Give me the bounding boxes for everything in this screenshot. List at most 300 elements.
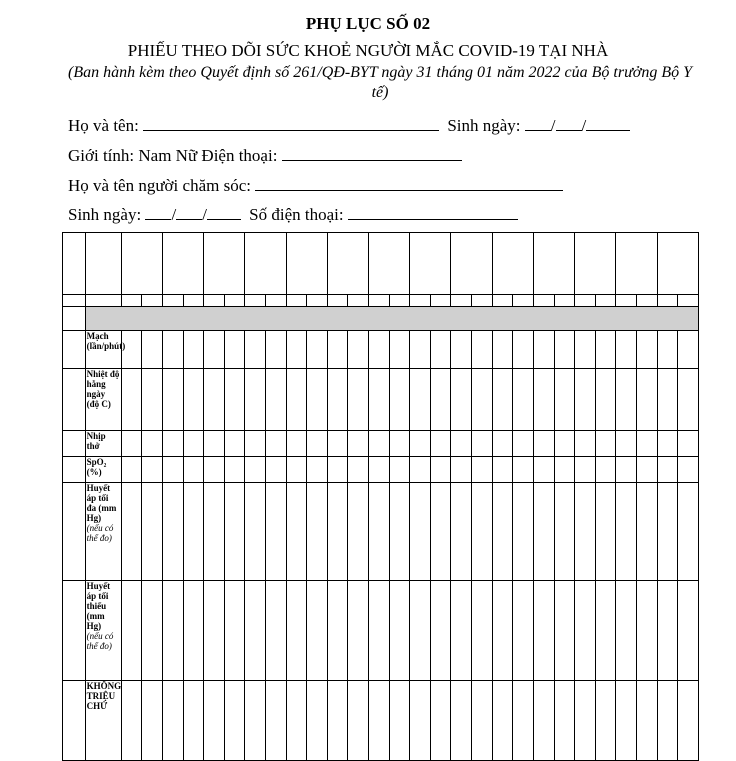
entry-cell[interactable] (224, 681, 245, 761)
table-row (63, 681, 699, 761)
entry-cell[interactable] (430, 431, 451, 457)
entry-cell[interactable] (492, 581, 513, 681)
entry-cell[interactable] (142, 431, 163, 457)
name-field[interactable] (143, 116, 439, 131)
entry-cell[interactable] (492, 681, 513, 761)
row-label-text: Huyết áp tối thiểu (mm Hg) (86, 581, 111, 631)
entry-cell[interactable] (162, 483, 183, 581)
entry-cell[interactable] (183, 431, 204, 457)
entry-cell[interactable] (451, 431, 472, 457)
entry-cell[interactable] (554, 457, 575, 483)
table-header-row (63, 233, 699, 295)
entry-cell[interactable] (369, 431, 390, 457)
evening-header (472, 295, 493, 307)
entry-cell[interactable] (513, 457, 534, 483)
entry-cell[interactable] (224, 581, 245, 681)
row-label-text: Mạch (lần/phút) (86, 331, 126, 351)
evening-header (142, 295, 163, 307)
entry-cell[interactable] (183, 331, 204, 369)
entry-cell[interactable] (513, 483, 534, 581)
entry-cell[interactable] (616, 431, 637, 457)
entry-cell[interactable] (245, 457, 266, 483)
entry-cell[interactable] (533, 431, 554, 457)
morning-header (327, 295, 348, 307)
evening-header (266, 295, 287, 307)
entry-cell[interactable] (183, 457, 204, 483)
entry-cell[interactable] (472, 369, 493, 431)
entry-cell[interactable] (678, 581, 699, 681)
entry-cell[interactable] (142, 331, 163, 369)
empty-cell (63, 307, 86, 331)
entry-cell[interactable] (472, 681, 493, 761)
entry-cell[interactable] (369, 331, 390, 369)
row-label-text: Nhịp thở (86, 431, 106, 451)
dob-slash: / (550, 116, 556, 135)
monitoring-table (62, 232, 699, 761)
day-header (451, 233, 492, 295)
entry-cell[interactable] (307, 581, 328, 681)
dob-slash: / (581, 116, 587, 135)
entry-cell[interactable] (513, 369, 534, 431)
evening-header (389, 295, 410, 307)
entry-cell[interactable] (678, 457, 699, 483)
entry-cell[interactable] (451, 681, 472, 761)
day-header (533, 233, 574, 295)
entry-cell[interactable] (513, 431, 534, 457)
entry-cell[interactable] (266, 581, 287, 681)
entry-cell[interactable] (348, 431, 369, 457)
dob-day-field[interactable] (525, 116, 551, 131)
row-label (85, 369, 121, 431)
entry-cell[interactable] (327, 581, 348, 681)
evening-header (678, 295, 699, 307)
entry-cell[interactable] (142, 483, 163, 581)
entry-cell[interactable] (657, 581, 678, 681)
entry-cell[interactable] (410, 369, 431, 431)
entry-cell[interactable] (183, 581, 204, 681)
dob-month-field[interactable] (556, 116, 582, 131)
table-row (63, 431, 699, 457)
warning-row (63, 307, 699, 331)
entry-cell[interactable] (575, 369, 596, 431)
entry-cell[interactable] (472, 457, 493, 483)
row-label-text: SpO₂ (%) (86, 457, 107, 477)
entry-cell[interactable] (616, 681, 637, 761)
entry-cell[interactable] (492, 431, 513, 457)
row-number (63, 369, 86, 431)
entry-cell[interactable] (657, 457, 678, 483)
caregiver-dob-row (68, 205, 518, 225)
day-header (286, 233, 327, 295)
entry-cell[interactable] (430, 457, 451, 483)
entry-cell[interactable] (286, 681, 307, 761)
entry-cell[interactable] (162, 331, 183, 369)
entry-cell[interactable] (533, 581, 554, 681)
entry-cell[interactable] (142, 457, 163, 483)
entry-cell[interactable] (657, 331, 678, 369)
entry-cell[interactable] (636, 331, 657, 369)
entry-cell[interactable] (204, 431, 225, 457)
entry-cell[interactable] (410, 483, 431, 581)
entry-cell[interactable] (636, 369, 657, 431)
entry-cell[interactable] (575, 331, 596, 369)
evening-header (430, 295, 451, 307)
entry-cell[interactable] (224, 457, 245, 483)
day-header (575, 233, 616, 295)
row-label (85, 581, 121, 681)
evening-header (595, 295, 616, 307)
entry-cell[interactable] (121, 369, 142, 431)
day-header (204, 233, 245, 295)
entry-cell[interactable] (266, 483, 287, 581)
entry-cell[interactable] (389, 483, 410, 581)
entry-cell[interactable] (162, 369, 183, 431)
caregiver-dob-month-field[interactable] (176, 205, 202, 220)
entry-cell[interactable] (348, 681, 369, 761)
row-label-text: Huyết áp tối đa (mm Hg) (86, 483, 117, 523)
entry-cell[interactable] (595, 457, 616, 483)
evening-header (554, 295, 575, 307)
table-row (63, 483, 699, 581)
entry-cell[interactable] (162, 581, 183, 681)
entry-cell[interactable] (121, 681, 142, 761)
entry-cell[interactable] (430, 369, 451, 431)
entry-cell[interactable] (369, 681, 390, 761)
day-header (162, 233, 203, 295)
entry-cell[interactable] (595, 369, 616, 431)
entry-cell[interactable] (327, 431, 348, 457)
entry-cell[interactable] (492, 331, 513, 369)
caregiver-row (68, 176, 563, 196)
entry-cell[interactable] (636, 483, 657, 581)
entry-cell[interactable] (472, 331, 493, 369)
entry-cell[interactable] (492, 369, 513, 431)
morning-header (286, 295, 307, 307)
entry-cell[interactable] (636, 581, 657, 681)
row-label (85, 431, 121, 457)
issuance-note: (Ban hành kèm theo Quyết định số 261/QĐ-BYT ngày 31 tháng 01 năm 2022 của Bộ trưởng Bộ Y tế) (67, 64, 693, 101)
entry-cell[interactable] (472, 581, 493, 681)
evening-header (183, 295, 204, 307)
entry-cell[interactable] (595, 581, 616, 681)
entry-cell[interactable] (554, 581, 575, 681)
entry-cell[interactable] (245, 331, 266, 369)
warning-text (85, 307, 698, 331)
entry-cell[interactable] (389, 581, 410, 681)
entry-cell[interactable] (121, 457, 142, 483)
row-note: (nếu có thể đo) (86, 523, 114, 543)
entry-cell[interactable] (266, 681, 287, 761)
entry-cell[interactable] (245, 581, 266, 681)
entry-cell[interactable] (389, 331, 410, 369)
entry-cell[interactable] (307, 681, 328, 761)
col-tt-header (63, 233, 86, 295)
entry-cell[interactable] (575, 431, 596, 457)
evening-header (224, 295, 245, 307)
day-header (410, 233, 451, 295)
entry-cell[interactable] (533, 681, 554, 761)
entry-cell[interactable] (266, 369, 287, 431)
morning-header (616, 295, 637, 307)
morning-header (245, 295, 266, 307)
entry-cell[interactable] (554, 369, 575, 431)
entry-cell[interactable] (533, 457, 554, 483)
entry-cell[interactable] (266, 431, 287, 457)
caregiver-phone-field[interactable] (348, 205, 518, 220)
entry-cell[interactable] (678, 681, 699, 761)
entry-cell[interactable] (204, 369, 225, 431)
caregiver-name-field[interactable] (255, 176, 563, 191)
table-row (63, 457, 699, 483)
gender-phone-label: Giới tính: Nam Nữ Điện thoại: (68, 146, 278, 165)
entry-cell[interactable] (245, 681, 266, 761)
entry-cell[interactable] (204, 331, 225, 369)
entry-cell[interactable] (389, 457, 410, 483)
row-label (85, 457, 121, 483)
entry-cell[interactable] (657, 369, 678, 431)
entry-cell[interactable] (451, 581, 472, 681)
entry-cell[interactable] (121, 483, 142, 581)
entry-cell[interactable] (595, 431, 616, 457)
dob-year-field[interactable] (586, 116, 630, 131)
entry-cell[interactable] (533, 369, 554, 431)
entry-cell[interactable] (678, 483, 699, 581)
entry-cell[interactable] (410, 431, 431, 457)
row-number (63, 457, 86, 483)
entry-cell[interactable] (533, 483, 554, 581)
entry-cell[interactable] (121, 581, 142, 681)
caregiver-dob-label: Sinh ngày: (68, 205, 142, 224)
name-row (68, 116, 630, 136)
entry-cell[interactable] (142, 681, 163, 761)
entry-cell[interactable] (472, 431, 493, 457)
entry-cell[interactable] (307, 457, 328, 483)
entry-cell[interactable] (307, 331, 328, 369)
entry-cell[interactable] (389, 681, 410, 761)
entry-cell[interactable] (142, 581, 163, 681)
caregiver-dob-year-field[interactable] (207, 205, 241, 220)
entry-cell[interactable] (183, 483, 204, 581)
entry-cell[interactable] (451, 331, 472, 369)
day-header (369, 233, 410, 295)
day-header (245, 233, 286, 295)
entry-cell[interactable] (554, 331, 575, 369)
entry-cell[interactable] (595, 681, 616, 761)
entry-cell[interactable] (327, 681, 348, 761)
entry-cell[interactable] (554, 483, 575, 581)
entry-cell[interactable] (245, 369, 266, 431)
entry-cell[interactable] (224, 331, 245, 369)
entry-cell[interactable] (266, 331, 287, 369)
evening-header (307, 295, 328, 307)
entry-cell[interactable] (657, 681, 678, 761)
entry-cell[interactable] (616, 457, 637, 483)
morning-header (121, 295, 142, 307)
entry-cell[interactable] (307, 369, 328, 431)
phone-field[interactable] (282, 146, 462, 161)
entry-cell[interactable] (348, 483, 369, 581)
entry-cell[interactable] (451, 369, 472, 431)
entry-cell[interactable] (121, 431, 142, 457)
entry-cell[interactable] (595, 331, 616, 369)
entry-cell[interactable] (389, 369, 410, 431)
entry-cell[interactable] (286, 331, 307, 369)
entry-cell[interactable] (348, 369, 369, 431)
evening-header (636, 295, 657, 307)
entry-cell[interactable] (266, 457, 287, 483)
dob-slash: / (202, 205, 207, 224)
entry-cell[interactable] (307, 431, 328, 457)
entry-cell[interactable] (245, 431, 266, 457)
entry-cell[interactable] (204, 483, 225, 581)
morning-header (204, 295, 225, 307)
entry-cell[interactable] (162, 457, 183, 483)
entry-cell[interactable] (616, 369, 637, 431)
entry-cell[interactable] (286, 431, 307, 457)
entry-cell[interactable] (451, 483, 472, 581)
entry-cell[interactable] (657, 431, 678, 457)
row-number (63, 331, 86, 369)
morning-header (657, 295, 678, 307)
caregiver-label: Họ và tên người chăm sóc: (68, 176, 251, 195)
entry-cell[interactable] (492, 483, 513, 581)
morning-header (369, 295, 390, 307)
entry-cell[interactable] (348, 457, 369, 483)
day-header (657, 233, 698, 295)
entry-cell[interactable] (369, 483, 390, 581)
entry-cell[interactable] (575, 483, 596, 581)
entry-cell[interactable] (327, 483, 348, 581)
entry-cell[interactable] (575, 681, 596, 761)
morning-header (451, 295, 472, 307)
entry-cell[interactable] (348, 331, 369, 369)
entry-cell[interactable] (162, 681, 183, 761)
entry-cell[interactable] (410, 331, 431, 369)
entry-cell[interactable] (162, 431, 183, 457)
entry-cell[interactable] (369, 457, 390, 483)
row-label (85, 681, 121, 761)
entry-cell[interactable] (616, 581, 637, 681)
entry-cell[interactable] (286, 483, 307, 581)
entry-cell[interactable] (678, 331, 699, 369)
entry-cell[interactable] (616, 331, 637, 369)
entry-cell[interactable] (533, 331, 554, 369)
entry-cell[interactable] (327, 457, 348, 483)
entry-cell[interactable] (616, 483, 637, 581)
entry-cell[interactable] (327, 369, 348, 431)
entry-cell[interactable] (224, 483, 245, 581)
col-content-header (85, 233, 121, 295)
name-label: Họ và tên: (68, 116, 139, 135)
page-title: PHỤ LỤC SỐ 02 (305, 14, 431, 33)
caregiver-phone-label: Số điện thoại: (249, 205, 344, 224)
table-row (63, 331, 699, 369)
entry-cell[interactable] (286, 457, 307, 483)
evening-header (513, 295, 534, 307)
morning-header (533, 295, 554, 307)
entry-cell[interactable] (369, 369, 390, 431)
row-label (85, 331, 126, 369)
dob-label: Sinh ngày: (447, 116, 521, 135)
evening-header (348, 295, 369, 307)
day-header (616, 233, 657, 295)
entry-cell[interactable] (678, 369, 699, 431)
entry-cell[interactable] (204, 681, 225, 761)
morning-header (410, 295, 431, 307)
entry-cell[interactable] (430, 331, 451, 369)
entry-cell[interactable] (410, 581, 431, 681)
entry-cell[interactable] (327, 331, 348, 369)
entry-cell[interactable] (286, 369, 307, 431)
entry-cell[interactable] (142, 369, 163, 431)
entry-cell[interactable] (595, 483, 616, 581)
entry-cell[interactable] (204, 581, 225, 681)
table-row (63, 581, 699, 681)
caregiver-dob-day-field[interactable] (145, 205, 171, 220)
entry-cell[interactable] (369, 581, 390, 681)
day-header (492, 233, 533, 295)
row-note: (nếu có thể đo) (86, 631, 114, 651)
entry-cell[interactable] (348, 581, 369, 681)
entry-cell[interactable] (245, 483, 266, 581)
entry-cell[interactable] (430, 483, 451, 581)
entry-cell[interactable] (492, 457, 513, 483)
entry-cell[interactable] (451, 457, 472, 483)
row-number (63, 581, 86, 681)
entry-cell[interactable] (636, 681, 657, 761)
entry-cell[interactable] (513, 331, 534, 369)
entry-cell[interactable] (575, 457, 596, 483)
entry-cell[interactable] (657, 483, 678, 581)
morning-header (575, 295, 596, 307)
row-number (63, 681, 86, 761)
row-number (63, 431, 86, 457)
entry-cell[interactable] (678, 431, 699, 457)
entry-cell[interactable] (183, 369, 204, 431)
entry-cell[interactable] (636, 457, 657, 483)
entry-cell[interactable] (472, 483, 493, 581)
entry-cell[interactable] (389, 431, 410, 457)
entry-cell[interactable] (430, 681, 451, 761)
entry-cell[interactable] (430, 581, 451, 681)
empty-cell (63, 295, 86, 307)
entry-cell[interactable] (636, 431, 657, 457)
row-label-text: KHÔNG TRIỆU CHỨ (86, 681, 122, 711)
gender-row (68, 146, 462, 166)
entry-cell[interactable] (575, 581, 596, 681)
dob-slash: / (171, 205, 177, 224)
entry-cell[interactable] (554, 681, 575, 761)
entry-cell[interactable] (513, 581, 534, 681)
entry-cell[interactable] (224, 369, 245, 431)
entry-cell[interactable] (513, 681, 534, 761)
day-header (121, 233, 162, 295)
form-subtitle: PHIẾU THEO DÕI SỨC KHOẺ NGƯỜI MẮC COVID-19 TẠI NHÀ (127, 41, 609, 60)
entry-cell[interactable] (286, 581, 307, 681)
entry-cell[interactable] (410, 681, 431, 761)
sc-header-row (63, 295, 699, 307)
entry-cell[interactable] (410, 457, 431, 483)
entry-cell[interactable] (183, 681, 204, 761)
empty-cell (85, 295, 121, 307)
entry-cell[interactable] (307, 483, 328, 581)
entry-cell[interactable] (224, 431, 245, 457)
morning-header (162, 295, 183, 307)
entry-cell[interactable] (204, 457, 225, 483)
morning-header (492, 295, 513, 307)
row-number (63, 483, 86, 581)
entry-cell[interactable] (554, 431, 575, 457)
